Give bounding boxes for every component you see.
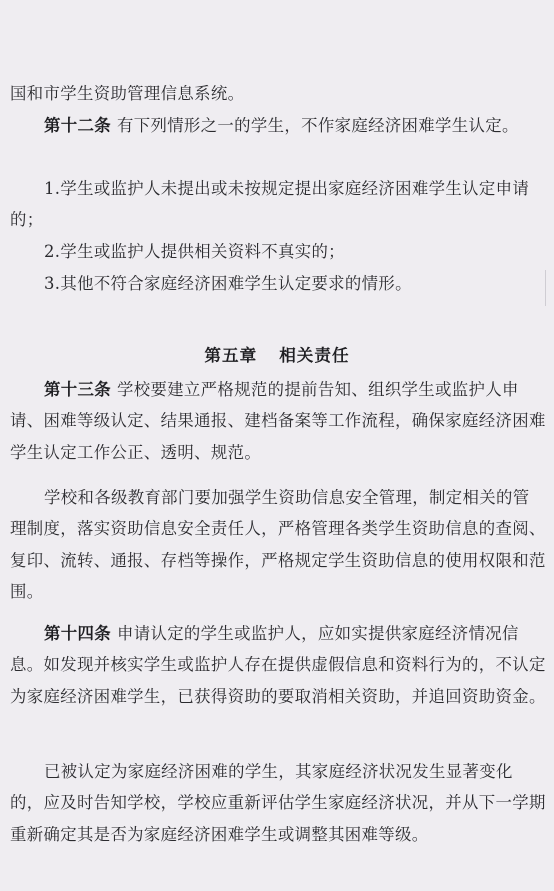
list-item-2 xyxy=(10,236,546,267)
article-12 xyxy=(10,110,546,141)
article-14 xyxy=(10,618,546,712)
article-text: 有下列情形之一的学生，不作家庭经济困难学生认定。 xyxy=(116,116,519,135)
paragraph-text: 学校和各级教育部门要加强学生资助信息安全管理，制定相关的管理制度，落实资助信息安全责任人，严格管理各类学生资助信息的查阅、复印、流转、通报、存档等操作，严格规定学生资助信息的使用权限和范围。 xyxy=(10,488,546,601)
list-item-text: 2.学生或监护人提供相关资料不真实的； xyxy=(44,242,345,261)
list-item-1 xyxy=(10,173,546,236)
chapter-number: 第五章 xyxy=(204,345,258,365)
list-item-text: 1.学生或监护人未提出或未按规定提出家庭经济困难学生认定申请的； xyxy=(10,179,530,230)
chapter-heading xyxy=(0,342,554,366)
paragraph-continuation xyxy=(10,78,546,109)
paragraph-text: 已被认定为家庭经济困难的学生，其家庭经济状况发生显著变化的，应及时告知学校，学校应重新评估学生家庭经济状况，并从下一学期重新确定其是否为家庭经济困难学生或调整其困难等级。 xyxy=(10,762,546,844)
article-label: 第十三条 xyxy=(44,380,111,399)
edge-mark xyxy=(545,270,546,306)
article-13 xyxy=(10,374,546,468)
article-label: 第十四条 xyxy=(44,624,111,643)
article-label: 第十二条 xyxy=(44,116,111,135)
article-text: 申请认定的学生或监护人，应如实提供家庭经济情况信息。如发现并核实学生或监护人存在提供虚假信息和资料行为的，不认定为家庭经济困难学生，已获得资助的要取消相关资助，并追回资助资金。 xyxy=(10,624,546,706)
list-item-text: 3.其他不符合家庭经济困难学生认定要求的情形。 xyxy=(44,274,412,293)
list-item-3 xyxy=(10,268,546,299)
chapter-title: 相关责任 xyxy=(279,345,350,365)
paragraph-school xyxy=(10,482,546,607)
paragraph-last xyxy=(10,756,546,850)
paragraph-text: 国和市学生资助管理信息系统。 xyxy=(10,84,245,103)
article-text: 学校要建立严格规范的提前告知、组织学生或监护人申请、困难等级认定、结果通报、建档备案等工作流程，确保家庭经济困难学生认定工作公正、透明、规范。 xyxy=(10,380,546,462)
